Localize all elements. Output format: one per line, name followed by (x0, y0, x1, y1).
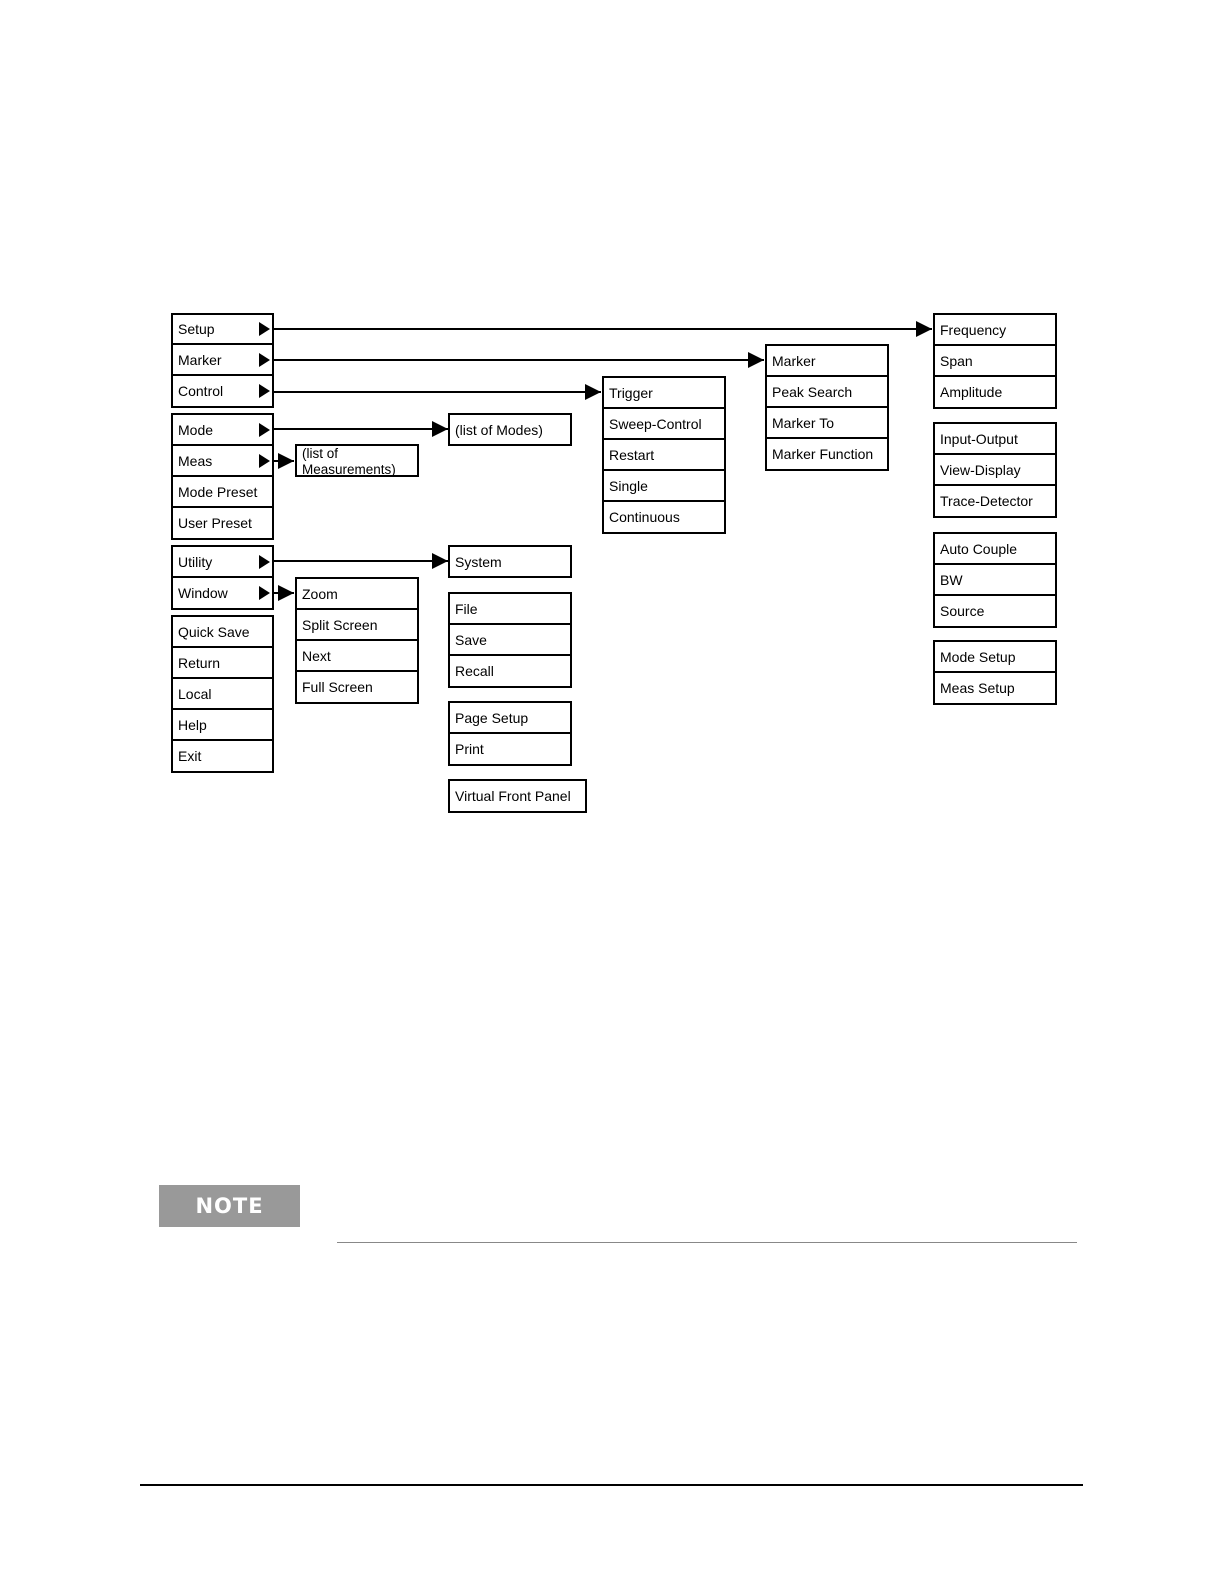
note-divider (337, 1242, 1077, 1243)
menu-item-restart[interactable]: Restart (602, 438, 726, 471)
footer-divider (140, 1484, 1083, 1486)
menu-item-marker-to[interactable]: Marker To (765, 406, 889, 439)
menu-item-help[interactable]: Help (171, 708, 274, 741)
menu-item-sweep-control[interactable]: Sweep-Control (602, 407, 726, 440)
menu-item-exit[interactable]: Exit (171, 739, 274, 773)
menu-item-span[interactable]: Span (933, 344, 1057, 377)
measurements-list-box[interactable]: (list of Measurements) (295, 444, 419, 477)
menu-item-source[interactable]: Source (933, 594, 1057, 628)
submenu-arrow-icon (259, 555, 270, 569)
menu-item-local[interactable]: Local (171, 677, 274, 710)
menu-item-split-screen[interactable]: Split Screen (295, 608, 419, 641)
modes-list-box[interactable]: (list of Modes) (448, 413, 572, 446)
menu-item-utility[interactable]: Utility (171, 545, 274, 578)
menu-item-view-display[interactable]: View-Display (933, 453, 1057, 486)
menu-item-system[interactable]: System (448, 545, 572, 578)
menu-item-mode-preset[interactable]: Mode Preset (171, 475, 274, 508)
menu-item-frequency[interactable]: Frequency (933, 313, 1057, 346)
menu-item-recall[interactable]: Recall (448, 654, 572, 688)
menu-item-mode[interactable]: Mode (171, 413, 274, 446)
note-badge: NOTE (159, 1185, 300, 1227)
menu-item-trigger[interactable]: Trigger (602, 376, 726, 409)
menu-item-save[interactable]: Save (448, 623, 572, 656)
menu-item-page-setup[interactable]: Page Setup (448, 701, 572, 734)
submenu-arrow-icon (259, 423, 270, 437)
menu-item-mode-setup[interactable]: Mode Setup (933, 640, 1057, 673)
menu-item-virtual-front-panel[interactable]: Virtual Front Panel (448, 779, 587, 813)
menu-item-input-output[interactable]: Input-Output (933, 422, 1057, 455)
menu-item-peak-search[interactable]: Peak Search (765, 375, 889, 408)
menu-item-single[interactable]: Single (602, 469, 726, 502)
submenu-arrow-icon (259, 353, 270, 367)
menu-item-amplitude[interactable]: Amplitude (933, 375, 1057, 409)
menu-item-quick-save[interactable]: Quick Save (171, 615, 274, 648)
submenu-arrow-icon (259, 384, 270, 398)
menu-item-continuous[interactable]: Continuous (602, 500, 726, 534)
menu-item-control[interactable]: Control (171, 374, 274, 408)
menu-item-marker[interactable]: Marker (171, 343, 274, 376)
submenu-arrow-icon (259, 586, 270, 600)
menu-item-file[interactable]: File (448, 592, 572, 625)
menu-item-setup[interactable]: Setup (171, 313, 274, 345)
menu-item-next[interactable]: Next (295, 639, 419, 672)
menu-item-window[interactable]: Window (171, 576, 274, 610)
menu-item-bw[interactable]: BW (933, 563, 1057, 596)
menu-item-user-preset[interactable]: User Preset (171, 506, 274, 540)
menu-item-meas-setup[interactable]: Meas Setup (933, 671, 1057, 705)
submenu-arrow-icon (259, 322, 270, 336)
submenu-arrow-icon (259, 454, 270, 468)
menu-item-marker-function[interactable]: Marker Function (765, 437, 889, 471)
menu-item-meas[interactable]: Meas (171, 444, 274, 477)
menu-item-return[interactable]: Return (171, 646, 274, 679)
menu-item-print[interactable]: Print (448, 732, 572, 766)
menu-item-full-screen[interactable]: Full Screen (295, 670, 419, 704)
menu-item-zoom[interactable]: Zoom (295, 577, 419, 610)
menu-item-trace-detector[interactable]: Trace-Detector (933, 484, 1057, 518)
menu-item-auto-couple[interactable]: Auto Couple (933, 532, 1057, 565)
menu-item-marker-sub[interactable]: Marker (765, 344, 889, 377)
